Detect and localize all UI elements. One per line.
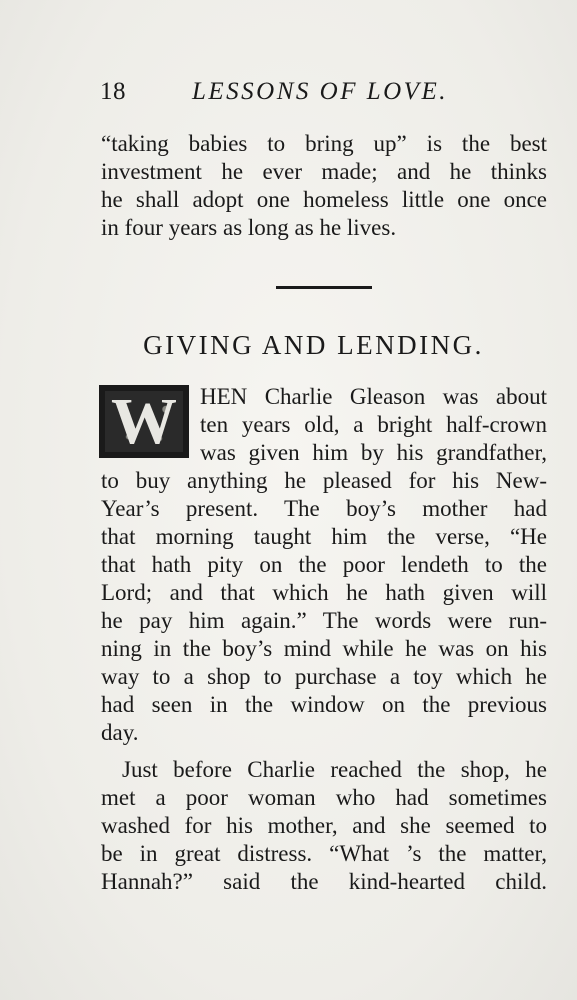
text-line: Just before Charlie reached the shop, he xyxy=(122,757,547,782)
text-line: way to a shop to purchase a toy which he xyxy=(101,664,547,689)
running-title: LESSONS OF LOVE. xyxy=(192,78,448,105)
text-line: investment he ever made; and he thinks xyxy=(101,159,547,184)
text-line: be in great distress. “What ’s the matter, xyxy=(101,841,547,866)
text-line: ning in the boy’s mind while he was on his xyxy=(101,636,547,661)
text-line: in four years as long as he lives. xyxy=(101,215,397,240)
drop-cap-ornament xyxy=(99,385,189,458)
text-line: to buy anything he pleased for his New- xyxy=(101,468,547,493)
text-line: that morning taught him the verse, “He xyxy=(101,524,547,549)
text-line: he shall adopt one homeless little one once xyxy=(101,187,547,212)
text-line: washed for his mother, and she seemed to xyxy=(101,813,547,838)
text-line: ten years old, a bright half-crown xyxy=(200,412,547,437)
text-line: was given him by his grandfather, xyxy=(200,440,547,465)
text-line: Lord; and that which he hath given will xyxy=(101,580,547,605)
text-line: had seen in the window on the previous xyxy=(101,692,547,717)
page-number: 18 xyxy=(100,78,126,105)
page-header xyxy=(100,78,547,112)
section-divider xyxy=(276,286,372,289)
text-line: Hannah?” said the kind-hearted child. xyxy=(101,869,547,894)
text-line: “taking babies to bring up” is the best xyxy=(101,131,547,156)
text-line: met a poor woman who had sometimes xyxy=(101,785,547,810)
text-line: Year’s present. The boy’s mother had xyxy=(101,496,547,521)
text-line: HEN Charlie Gleason was about xyxy=(200,384,547,409)
drop-cap-letter: W xyxy=(111,384,177,458)
text-line: that hath pity on the poor lendeth to the xyxy=(101,552,547,577)
text-line: he pay him again.” The words were run- xyxy=(101,608,547,633)
section-heading: GIVING AND LENDING. xyxy=(143,330,484,360)
text-line: day. xyxy=(101,720,139,745)
